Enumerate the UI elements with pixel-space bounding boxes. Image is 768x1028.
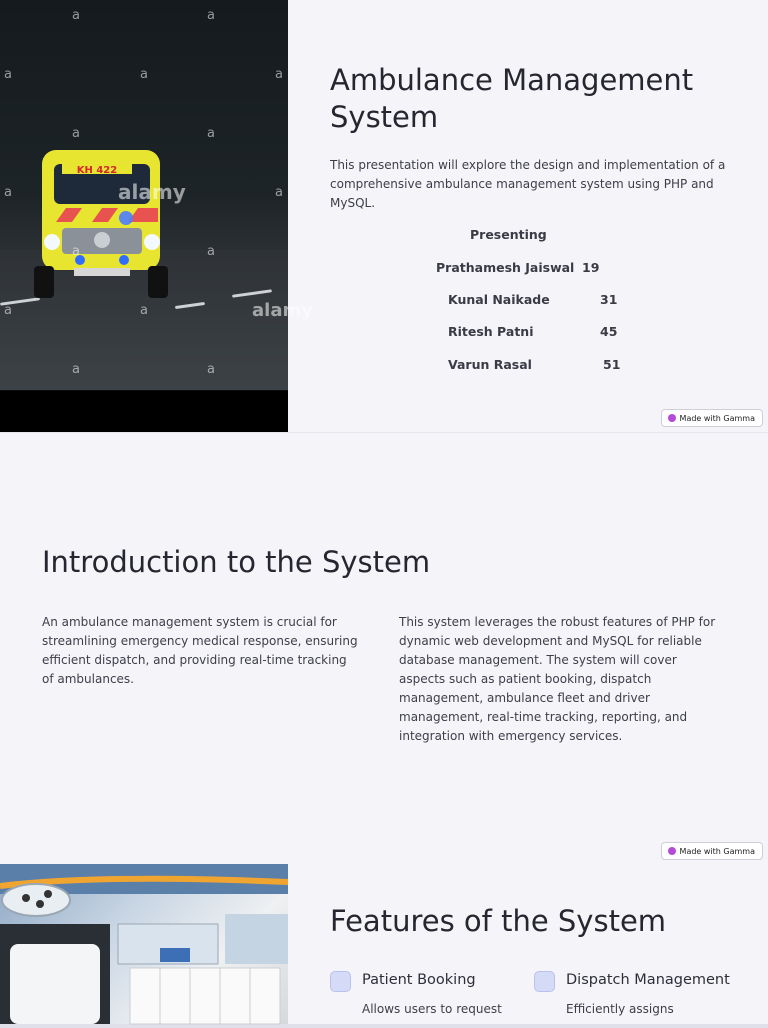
ambulance-plate: KH 422 — [76, 165, 118, 176]
presenter-name: Kunal Naikade — [448, 292, 550, 307]
made-with-gamma-badge[interactable] — [661, 409, 763, 427]
presenter-roll: 51 — [603, 357, 621, 372]
watermark-brand: alamy — [118, 180, 186, 204]
feature-description: Efficiently assigns — [566, 1002, 674, 1016]
intro-left-paragraph: An ambulance management system is crucial for streamlining emergency medical response, ensuring efficient dispatch, and providing real-time tracking of ambulances. — [42, 615, 358, 686]
watermark-brand: alamy — [252, 300, 313, 321]
slide-title — [0, 0, 768, 432]
watermark-a: a — [275, 185, 283, 200]
gamma-logo-icon — [668, 414, 676, 422]
watermark-a: a — [207, 362, 215, 377]
gamma-logo-icon — [668, 847, 676, 855]
watermark-a: a — [4, 303, 12, 318]
watermark-a: a — [140, 67, 148, 82]
features-heading: Features of the System — [330, 904, 667, 938]
watermark-a: a — [207, 244, 215, 259]
interior-illustration — [0, 864, 288, 1024]
watermark-a: a — [140, 303, 148, 318]
intro-paragraph: This presentation will explore the design and implementation of a comprehensive ambulance management system using PHP and MySQL. — [330, 158, 726, 210]
photo-black-bar — [0, 392, 288, 432]
slide-introduction — [0, 432, 768, 864]
title-line-2: System — [330, 100, 439, 134]
feature-title: Dispatch Management — [566, 972, 730, 988]
presenter-name: Ritesh Patni — [448, 324, 534, 339]
feature-description: Allows users to request — [362, 1002, 502, 1016]
slide-features — [0, 864, 768, 1024]
ambulance-night-photo — [0, 0, 313, 432]
slide-title-heading — [330, 62, 750, 136]
presenter-name: Prathamesh Jaiswal — [436, 260, 575, 275]
presenter-roll: 45 — [600, 324, 618, 339]
watermark-a: a — [72, 244, 80, 259]
badge-label: Made with Gamma — [679, 846, 755, 856]
watermark-a: a — [72, 126, 80, 141]
presenter-name: Varun Rasal — [448, 357, 532, 372]
made-with-gamma-badge[interactable] — [661, 842, 763, 860]
feature-title: Patient Booking — [362, 972, 476, 988]
ambulance-illustration — [32, 148, 172, 300]
section-heading: Introduction to the System — [42, 545, 431, 579]
watermark-a: a — [72, 8, 80, 23]
watermark-a: a — [275, 67, 283, 82]
watermark-a: a — [4, 67, 12, 82]
ambulance-interior-photo — [0, 864, 288, 1024]
watermark-a: a — [207, 8, 215, 23]
watermark-a: a — [72, 362, 80, 377]
badge-label: Made with Gamma — [679, 413, 755, 423]
title-line-1: Ambulance Management — [330, 63, 694, 97]
feature-checkbox-icon — [534, 971, 555, 992]
feature-checkbox-icon — [330, 971, 351, 992]
presenting-label: Presenting — [470, 227, 547, 242]
intro-right-paragraph: This system leverages the robust features of PHP for dynamic web development and MySQL for reliable database management. The system will cover aspects such as patient booking, dispatch management, ambulance fleet and driver management, real-time tracking, reporting, and integration with emergency services. — [399, 615, 716, 743]
presenter-roll: 19 — [582, 260, 600, 275]
watermark-a: a — [4, 185, 12, 200]
watermark-a: a — [207, 126, 215, 141]
presenter-roll: 31 — [600, 292, 618, 307]
